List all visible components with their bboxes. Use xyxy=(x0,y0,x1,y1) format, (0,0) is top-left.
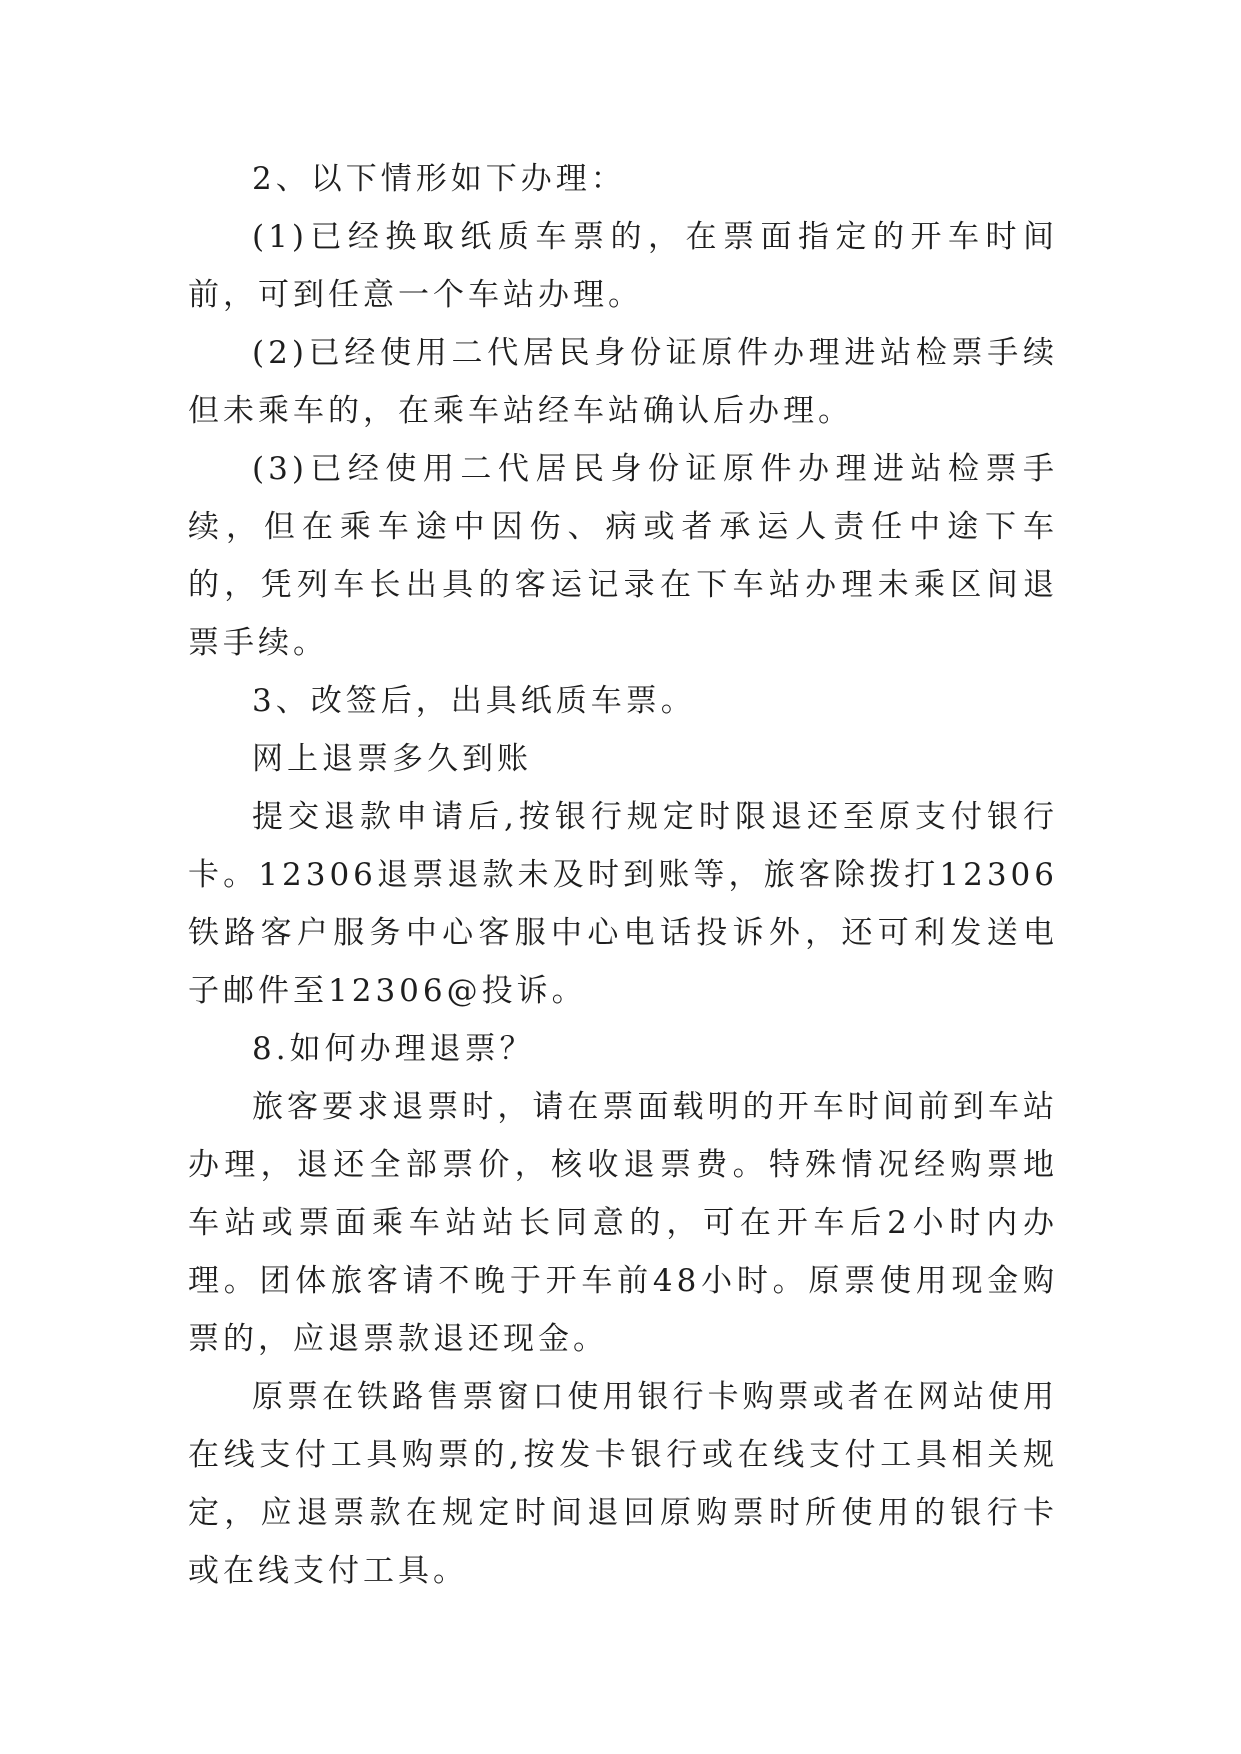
document-body xyxy=(188,150,1058,1600)
paragraph-case-heading: 2、以下情形如下办理： xyxy=(252,161,626,197)
paragraph-case-3: (3)已经使用二代居民身份证原件办理进站检票手续，但在乘车途中因伤、病或者承运人责任中途下车的，凭列车长出具的客运记录在下车站办理未乘区间退票手续。 xyxy=(188,451,1058,661)
paragraph-case-1: (1)已经换取纸质车票的，在票面指定的开车时间前，可到任意一个车站办理。 xyxy=(188,219,1058,313)
paragraph-case-2: (2)已经使用二代居民身份证原件办理进站检票手续但未乘车的，在乘车站经车站确认后办理。 xyxy=(188,335,1058,429)
section-heading-how-to-refund: 8.如何办理退票？ xyxy=(252,1031,535,1067)
section-heading-refund-time: 网上退票多久到账 xyxy=(252,741,532,777)
paragraph-rebooking: 3、改签后，出具纸质车票。 xyxy=(252,683,696,719)
paragraph-refund-time: 提交退款申请后,按银行规定时限退还至原支付银行卡。12306退票退款未及时到账等，旅客除拨打12306铁路客户服务中心客服中心电话投诉外，还可利发送电子邮件至12306@投诉。 xyxy=(188,799,1058,1009)
paragraph-refund-bank-card: 原票在铁路售票窗口使用银行卡购票或者在网站使用在线支付工具购票的,按发卡银行或在线支付工具相关规定，应退票款在规定时间退回原购票时所使用的银行卡或在线支付工具。 xyxy=(188,1379,1058,1589)
paragraph-refund-rules: 旅客要求退票时，请在票面载明的开车时间前到车站办理，退还全部票价，核收退票费。特殊情况经购票地车站或票面乘车站站长同意的，可在开车后2小时内办理。团体旅客请不晚于开车前48小时。原票使用现金购票的，应退票款退还现金。 xyxy=(188,1089,1058,1357)
